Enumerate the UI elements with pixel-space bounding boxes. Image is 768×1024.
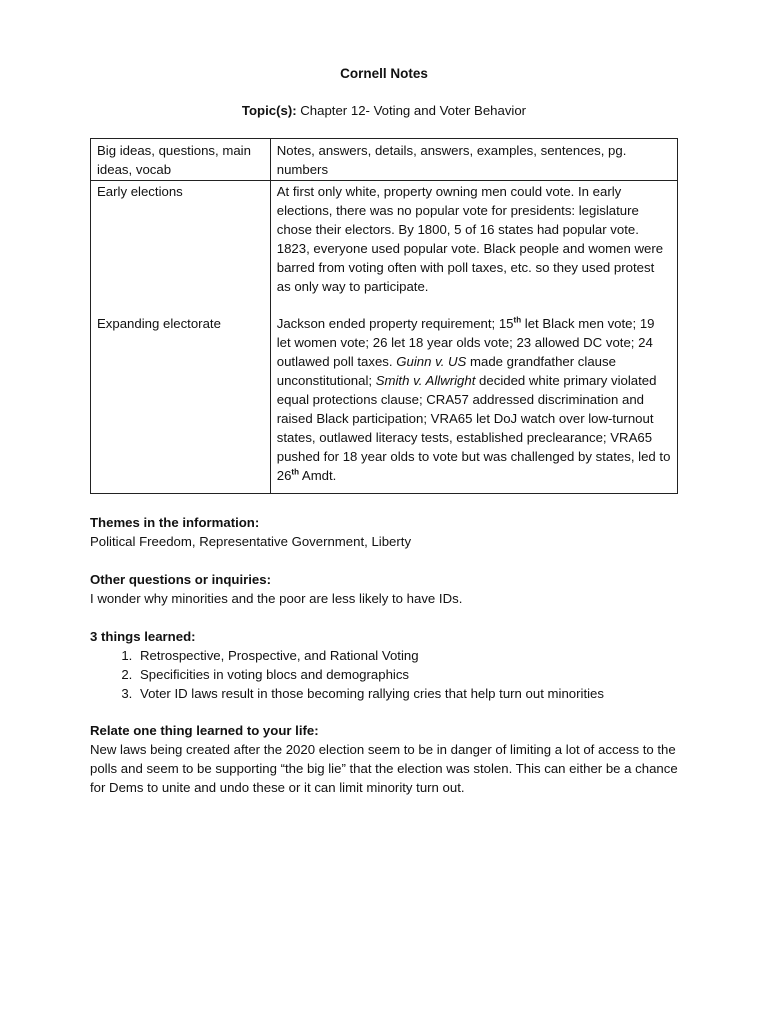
- notes-text: Amdt.: [298, 468, 337, 483]
- table-row: [91, 181, 678, 315]
- questions-section: [90, 570, 680, 608]
- row-notes-expanding-electorate: [270, 314, 677, 494]
- case-name-guinn: Guinn v. US: [396, 354, 467, 369]
- themes-text: Political Freedom, Representative Government, Liberty: [90, 534, 412, 549]
- notes-text: made grandfather clause unconstitutional;: [276, 354, 616, 388]
- learned-section: [90, 627, 680, 703]
- row-idea-early-elections: Early elections: [91, 181, 271, 315]
- themes-section: [90, 513, 680, 551]
- ordinal-suffix: th: [291, 467, 299, 477]
- topic-line: [0, 101, 768, 120]
- relate-section: [90, 721, 680, 797]
- themes-heading: Themes in the information:: [90, 515, 260, 530]
- topic-value: Chapter 12- Voting and Voter Behavior: [296, 103, 527, 118]
- learned-heading: 3 things learned:: [90, 629, 196, 644]
- list-item: 1. Retrospective, Prospective, and Rational Voting: [136, 646, 680, 665]
- learned-list: [90, 646, 680, 703]
- relate-text: New laws being created after the 2020 election seem to be in danger of limiting a lot of access to the polls and seem to be supporting “the big lie” that the election was stolen. This can either be a chance for Dems to unite and undo these or it can limit minority turn out.: [90, 742, 678, 795]
- page-title: Cornell Notes: [340, 66, 428, 81]
- questions-heading: Other questions or inquiries:: [90, 572, 271, 587]
- notes-text: Jackson ended property requirement; 15: [276, 316, 514, 331]
- relate-heading: Relate one thing learned to your life:: [90, 723, 319, 738]
- row-idea-expanding-electorate: Expanding electorate: [91, 314, 271, 494]
- list-item: 3. Voter ID laws result in those becoming rallying cries that help turn out minorities: [136, 684, 680, 703]
- questions-text: I wonder why minorities and the poor are less likely to have IDs.: [90, 591, 463, 606]
- row-notes-early-elections: At first only white, property owning men could vote. In early elections, there was no popular vote for presidents: legislature chose their electors. By 1800, 5 of 16 states had popular vote. 1823, everyone used popular vote. Black people and women were barred from voting often with poll taxes, etc. so they used protest as only way to participate.: [270, 181, 677, 315]
- case-name-smith: Smith v. Allwright: [375, 373, 476, 388]
- ordinal-suffix: th: [513, 315, 522, 325]
- header-notes: Notes, answers, details, answers, examples, sentences, pg. numbers: [270, 139, 677, 181]
- notes-text: decided white primary violated equal protections clause; CRA57 addressed discrimination and raised Black participation; VRA65 let DoJ watch over low-turnout states, outlawed literacy tests, established preclearance; VRA65 pushed for 18 year olds to vote but was challenged by states, led to 26: [276, 373, 671, 483]
- cornell-notes-table: [90, 138, 678, 494]
- topic-label: Topic(s):: [241, 103, 297, 118]
- list-item: 2. Specificities in voting blocs and demographics: [136, 665, 680, 684]
- notes-text: let Black men vote; 19 let women vote; 26 let 18 year olds vote; 23 allowed DC vote; 24 outlawed poll taxes.: [276, 316, 655, 369]
- table-row: [91, 314, 678, 494]
- header-big-ideas: Big ideas, questions, main ideas, vocab: [91, 139, 271, 181]
- table-header-row: [91, 139, 678, 181]
